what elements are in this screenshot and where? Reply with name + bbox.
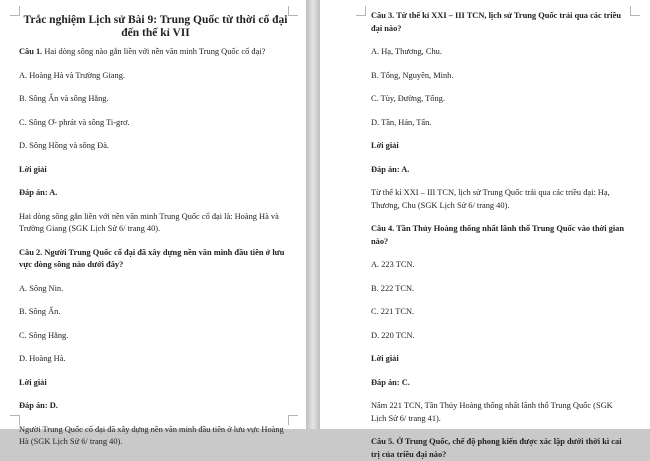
option-4d: D. 220 TCN. xyxy=(371,330,415,340)
answer-3: Đáp án: A. xyxy=(371,164,410,174)
page-corner-mark xyxy=(10,6,20,16)
question-2: Câu 2. Người Trung Quốc cổ đại đã xây dựng nền văn minh đầu tiên ở lưu vực dòng sông nào dưới đây? xyxy=(19,247,285,269)
option-4b: B. 222 TCN. xyxy=(371,283,415,293)
solution-label: Lời giải xyxy=(19,164,47,174)
page-corner-mark xyxy=(630,6,640,16)
option-1c: C. Sông Ơ- phrát và sông Ti-grơ. xyxy=(19,117,130,127)
option-3c: C. Tùy, Đường, Tống. xyxy=(371,94,445,103)
solution-label: Lời giải xyxy=(371,354,399,363)
option-2a: A. Sông Nin. xyxy=(19,283,64,293)
question-number: Câu 1. xyxy=(19,47,43,56)
document-page-right xyxy=(320,0,650,459)
option-2b: B. Sông Ấn. xyxy=(19,307,61,316)
option-3b: B. Tống, Nguyên, Minh. xyxy=(371,70,454,80)
page-corner-mark xyxy=(288,415,298,425)
question-5: Câu 5. Ở Trung Quốc, chế độ phong kiến được xác lập dưới thời kì cai trị của triều đại nào? xyxy=(371,437,622,459)
answer-4: Đáp án: C. xyxy=(371,377,410,387)
option-2c: C. Sông Hằng. xyxy=(19,330,69,340)
explanation-4: Năm 221 TCN, Tần Thủy Hoàng thống nhất lãnh thổ Trung Quốc (SGK Lịch Sử 6/ trang 41). xyxy=(371,401,613,423)
page-gap xyxy=(306,0,320,429)
explanation-3: Từ thế kỉ XXI – III TCN, lịch sử Trung Quốc trải qua các triều đại: Hạ, Thương, Chu (SGK Lịch Sử 6/ trang 40). xyxy=(371,188,610,210)
option-3d: D. Tần, Hán, Tấn. xyxy=(371,117,432,127)
question-4: Câu 4. Tần Thủy Hoàng thống nhất lãnh thổ Trung Quốc vào thời gian nào? xyxy=(371,224,625,246)
option-3a: A. Hạ, Thương, Chu. xyxy=(371,47,442,56)
option-4c: C. 221 TCN. xyxy=(371,307,415,316)
question-1-text: Hai dòng sông nào gắn liền với nền văn minh Trung Quốc cổ đại? xyxy=(44,47,266,56)
solution-label: Lời giải xyxy=(19,377,47,387)
page-corner-mark xyxy=(288,6,298,16)
option-1d: D. Sông Hồng và sông Đà. xyxy=(19,141,110,150)
answer-1: Đáp án: A. xyxy=(19,188,58,197)
option-1a: A. Hoàng Hà và Trường Giang. xyxy=(19,70,125,80)
explanation-2: Người Trung Quốc cổ đại đã xây dựng nền văn minh đầu tiên ở lưu vực Hoàng Hà (SGK Lịch Sử 6/ trang 40). xyxy=(19,424,284,446)
explanation-1: Hai dòng sông gắn liền với nền văn minh Trung Quốc cổ đại là: Hoàng Hà và Trường Giang (SGK Lịch Sử 6/ trang 40). xyxy=(19,211,279,233)
solution-label: Lời giải xyxy=(371,141,399,150)
page-title: Trắc nghiệm Lịch sử Bài 9: Trung Quốc từ thời cổ đại đến thế kỉ VII xyxy=(23,14,288,39)
document-page-left xyxy=(0,0,306,446)
question-1 xyxy=(19,46,292,59)
option-2d: D. Hoàng Hà. xyxy=(19,354,66,363)
page-corner-mark xyxy=(356,6,366,16)
answer-2: Đáp án: D. xyxy=(19,401,58,410)
page-corner-mark xyxy=(10,415,20,425)
question-3: Câu 3. Từ thế kỉ XXI – III TCN, lịch sử Trung Quốc trải qua các triều đại nào? xyxy=(371,11,622,33)
option-4a: A. 223 TCN. xyxy=(371,260,415,269)
option-1b: B. Sông Ấn và sông Hằng. xyxy=(19,94,109,103)
